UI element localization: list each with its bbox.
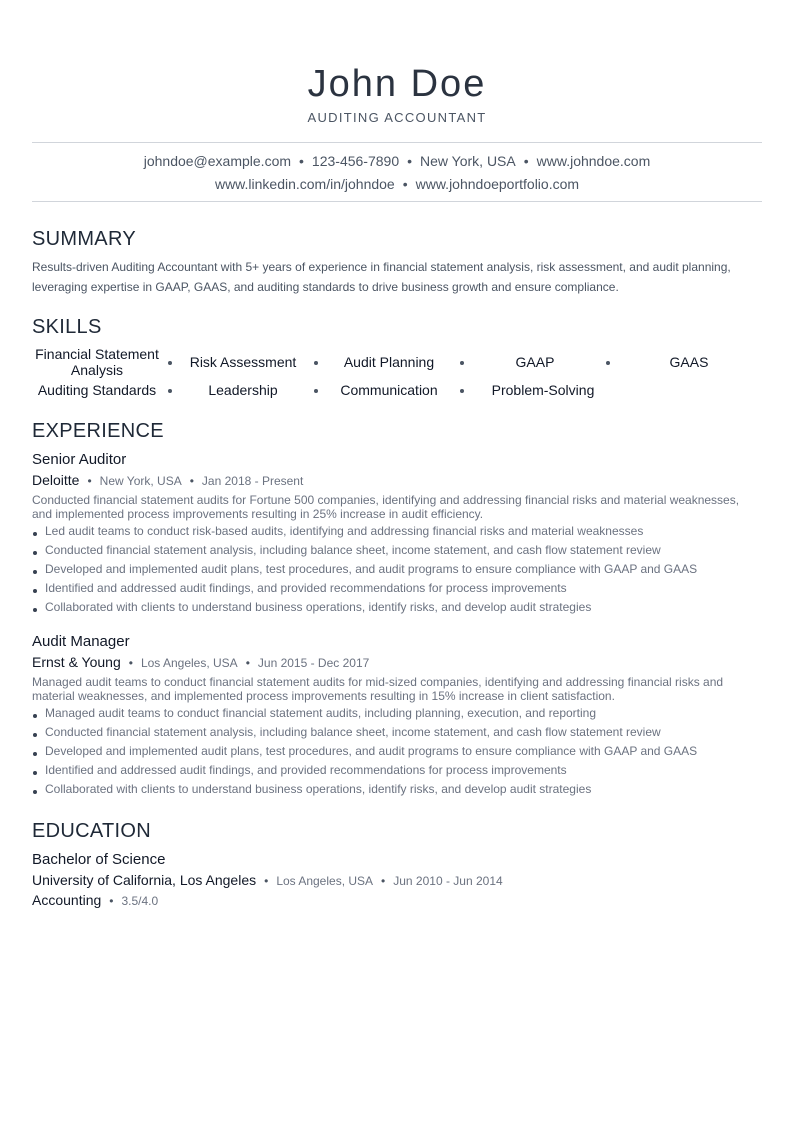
- contact-line-1: [32, 152, 762, 170]
- separator-dot: •: [299, 153, 304, 169]
- separator-dot: •: [245, 656, 250, 670]
- contact-website[interactable]: www.johndoe.com: [536, 153, 651, 169]
- candidate-role: AUDITING ACCOUNTANT: [307, 110, 487, 125]
- skill-item: GAAP: [515, 354, 555, 370]
- job-bullet: Identified and addressed audit findings, and provided recommendations for process improvements: [32, 581, 762, 600]
- skill-separator: [460, 361, 464, 365]
- separator-dot: •: [381, 874, 386, 888]
- separator-dot: •: [87, 474, 92, 488]
- contact-phone: 123-456-7890: [311, 153, 400, 169]
- education-meta: [32, 872, 503, 889]
- skill-item: Financial Statement Analysis: [35, 346, 159, 378]
- separator-dot: •: [407, 153, 413, 169]
- education-school: University of California, Los Angeles: [32, 872, 257, 888]
- separator-dot: •: [128, 656, 133, 670]
- contact-line-2: [32, 175, 762, 193]
- education-field-meta: [32, 892, 158, 909]
- header-divider-top: [32, 142, 762, 143]
- candidate-name: John Doe: [307, 63, 487, 105]
- job-location: New York, USA: [99, 474, 182, 488]
- education-gpa: 3.5/4.0: [121, 894, 159, 908]
- skill-separator: [606, 361, 610, 365]
- separator-dot: •: [189, 474, 194, 488]
- skills-heading: SKILLS: [32, 316, 102, 338]
- skill-separator: [314, 389, 318, 393]
- skill-item: GAAS: [669, 354, 709, 370]
- job-bullet-list: [32, 706, 762, 801]
- job-meta: [32, 654, 369, 671]
- separator-dot: •: [523, 153, 529, 169]
- job-bullet: Identified and addressed audit findings, and provided recommendations for process improvements: [32, 763, 762, 782]
- education-heading: EDUCATION: [32, 820, 151, 842]
- job-bullet: Collaborated with clients to understand business operations, identify risks, and develop audit strategies: [32, 782, 762, 801]
- contact-linkedin[interactable]: www.linkedin.com/in/johndoe: [214, 176, 395, 192]
- job-bullet: Developed and implemented audit plans, test procedures, and audit programs to ensure compliance with GAAP and GAAS: [32, 744, 762, 763]
- skill-separator: [168, 361, 172, 365]
- education-dates: Jun 2010 - Jun 2014: [393, 874, 503, 888]
- separator-dot: •: [264, 874, 269, 888]
- skill-item: Risk Assessment: [189, 354, 297, 370]
- education-field: Accounting: [32, 892, 102, 908]
- job-bullet: Conducted financial statement analysis, including balance sheet, income statement, and cash flow statement review: [32, 725, 762, 744]
- skill-item: Auditing Standards: [37, 382, 157, 398]
- job-bullet: Conducted financial statement analysis, including balance sheet, income statement, and cash flow statement review: [32, 543, 762, 562]
- job-title: Audit Manager: [32, 633, 130, 650]
- education-location: Los Angeles, USA: [276, 874, 374, 888]
- summary-text: Results-driven Auditing Accountant with 5+ years of experience in financial statement analysis, risk assessment, and audit planning, leveraging expertise in GAAP, GAAS, and auditing standards to drive business growth and ensure compliance.: [32, 260, 731, 294]
- job-bullet: Managed audit teams to conduct financial statement audits, including planning, execution, and reporting: [32, 706, 762, 725]
- job-bullet: Led audit teams to conduct risk-based audits, identifying and addressing financial risks and material weaknesses: [32, 524, 762, 543]
- job-description: Conducted financial statement audits for Fortune 500 companies, identifying and addressing financial risks and material weaknesses, and implemented process improvements resulting in 25% increase in audit efficiency.: [32, 493, 740, 521]
- contact-email[interactable]: johndoe@example.com: [143, 153, 292, 169]
- separator-dot: •: [402, 176, 408, 192]
- job-dates: Jan 2018 - Present: [201, 474, 304, 488]
- skill-item: Audit Planning: [343, 354, 435, 370]
- skill-separator: [460, 389, 464, 393]
- skill-separator: [168, 389, 172, 393]
- job-title: Senior Auditor: [32, 451, 127, 468]
- experience-heading: EXPERIENCE: [32, 420, 164, 442]
- separator-dot: •: [109, 894, 114, 908]
- skill-item: Problem-Solving: [491, 382, 595, 398]
- summary-heading: SUMMARY: [32, 228, 136, 250]
- job-bullet: Collaborated with clients to understand business operations, identify risks, and develop audit strategies: [32, 600, 762, 619]
- job-dates: Jun 2015 - Dec 2017: [257, 656, 370, 670]
- header-divider-bottom: [32, 201, 762, 202]
- job-meta: [32, 472, 303, 489]
- skill-item: Communication: [340, 382, 438, 398]
- contact-location: New York, USA: [420, 153, 516, 169]
- skill-separator: [314, 361, 318, 365]
- job-bullet-list: [32, 524, 762, 619]
- job-company: Deloitte: [32, 472, 80, 488]
- job-bullet: Developed and implemented audit plans, test procedures, and audit programs to ensure compliance with GAAP and GAAS: [32, 562, 762, 581]
- job-company: Ernst & Young: [32, 654, 121, 670]
- contact-portfolio[interactable]: www.johndoeportfolio.com: [415, 176, 580, 192]
- job-description: Managed audit teams to conduct financial statement audits for mid-sized companies, identifying and addressing financial risks and material weaknesses, and implemented process improvements resulting in 15% increase in client satisfaction.: [32, 675, 724, 703]
- job-location: Los Angeles, USA: [140, 656, 238, 670]
- education-degree: Bachelor of Science: [32, 851, 166, 868]
- skill-item: Leadership: [208, 382, 278, 398]
